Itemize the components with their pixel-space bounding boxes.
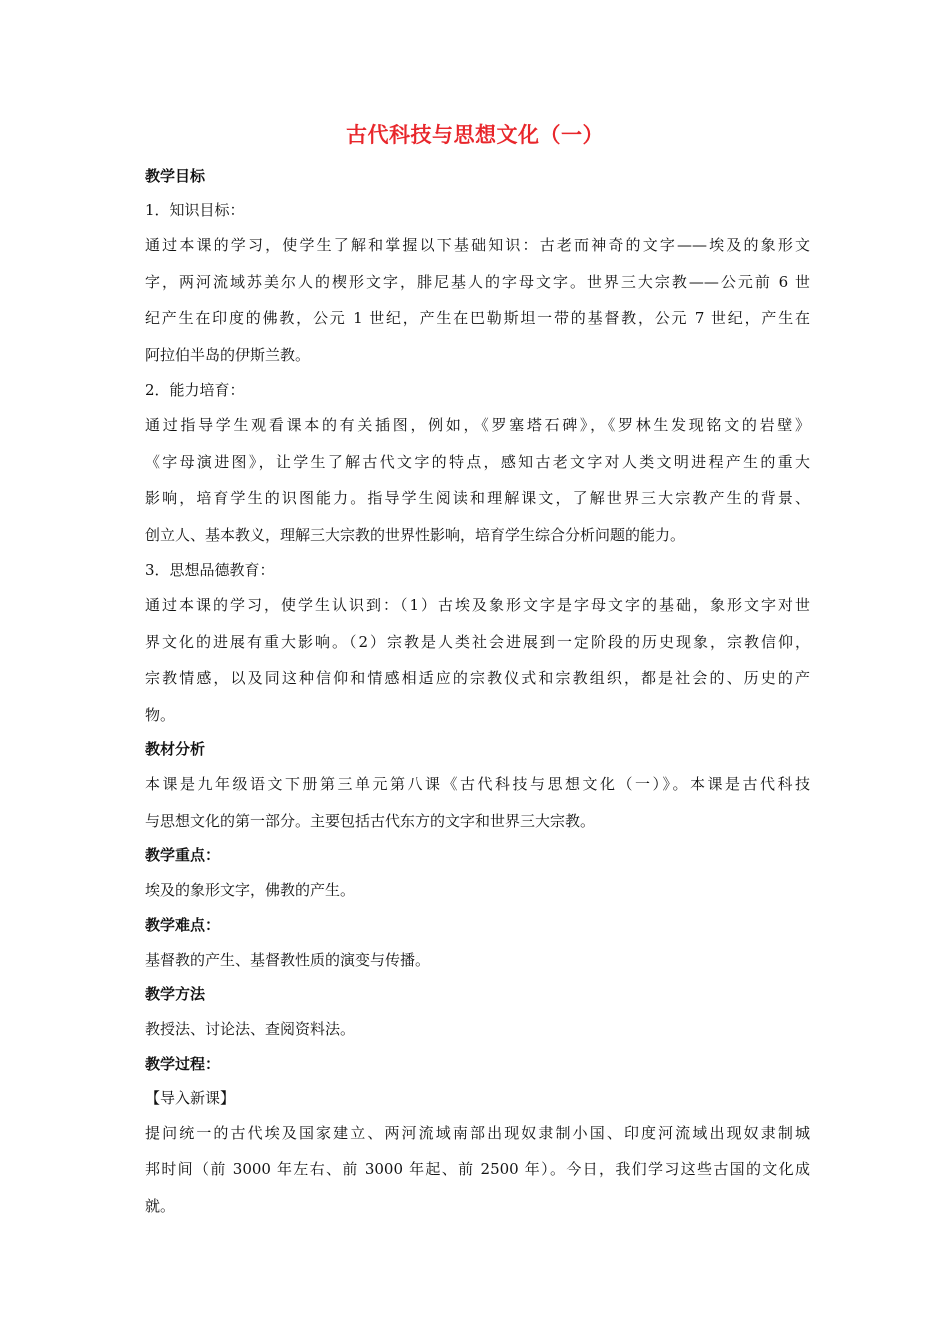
document-body [145, 160, 810, 1224]
moral-line: 物。 [145, 705, 176, 724]
analysis-heading: 教材分析 [145, 740, 206, 758]
ability-line: 创立人、基本教义，理解三大宗教的世界性影响，培育学生综合分析问题的能力。 [145, 525, 686, 544]
knowledge-line: 阿拉伯半岛的伊斯兰教。 [145, 345, 311, 364]
moral-line: 宗教情感，以及同这种信仰和情感相适应的宗教仪式和宗教组织，都是社会的、历史的产 [145, 669, 810, 687]
key-points-heading: 教学重点： [145, 846, 221, 864]
difficulties-heading: 教学难点： [145, 915, 221, 934]
moral-line: 界文化的进展有重大影响。（2）宗教是人类社会进展到一定阶段的历史现象，宗教信仰， [145, 632, 810, 651]
ability-label: 2．能力培育： [145, 381, 245, 399]
ability-line: 影响，培育学生的识图能力。指导学生阅读和理解课文，了解世界三大宗教产生的背景、 [145, 489, 810, 507]
key-points-text: 埃及的象形文字，佛教的产生。 [145, 881, 356, 899]
moral-line: 通过本课的学习，使学生认识到：（1）古埃及象形文字是字母文字的基础，象形文字对世 [145, 596, 810, 614]
difficulties-text: 基督教的产生、基督教性质的演变与传播。 [145, 950, 431, 969]
intro-line: 邦时间（前 3000 年左右、前 3000 年起、前 2500 年）。今日，我们学习这些古国的文化成 [145, 1160, 810, 1178]
method-heading: 教学方法 [145, 985, 206, 1003]
method-text: 教授法、讨论法、查阅资料法。 [145, 1020, 356, 1038]
ability-line: 通过指导学生观看课本的有关插图，例如，《罗塞塔石碑》，《罗林生发现铭文的岩壁》 [145, 416, 810, 434]
analysis-line: 与思想文化的第一部分。主要包括古代东方的文字和世界三大宗教。 [145, 811, 596, 830]
document-title: 古代科技与思想文化（一） [346, 123, 604, 147]
knowledge-line: 纪产生在印度的佛教，公元 1 世纪，产生在巴勒斯坦一带的基督教，公元 7 世纪，产生在 [145, 309, 810, 327]
moral-label: 3．思想品德教育： [145, 561, 275, 579]
ability-line: 《字母演进图》，让学生了解古代文字的特点，感知古老文字对人类文明进程产生的重大 [145, 452, 810, 471]
objectives-heading: 教学目标 [145, 167, 206, 185]
knowledge-line: 通过本课的学习，使学生了解和掌握以下基础知识：古老而神奇的文字——埃及的象形文 [145, 236, 810, 254]
knowledge-line: 字，两河流域苏美尔人的楔形文字，腓尼基人的字母文字。世界三大宗教——公元前 6 世 [145, 272, 810, 291]
process-heading: 教学过程： [145, 1054, 221, 1073]
intro-line: 提问统一的古代埃及国家建立、两河流域南部出现奴隶制小国、印度河流域出现奴隶制城 [145, 1123, 810, 1142]
knowledge-label: 1．知识目标： [145, 201, 245, 219]
analysis-line: 本课是九年级语文下册第三单元第八课《古代科技与思想文化（一）》。本课是古代科技 [145, 775, 810, 793]
intro-line: 就。 [145, 1196, 176, 1215]
intro-label: 【导入新课】 [145, 1088, 236, 1107]
